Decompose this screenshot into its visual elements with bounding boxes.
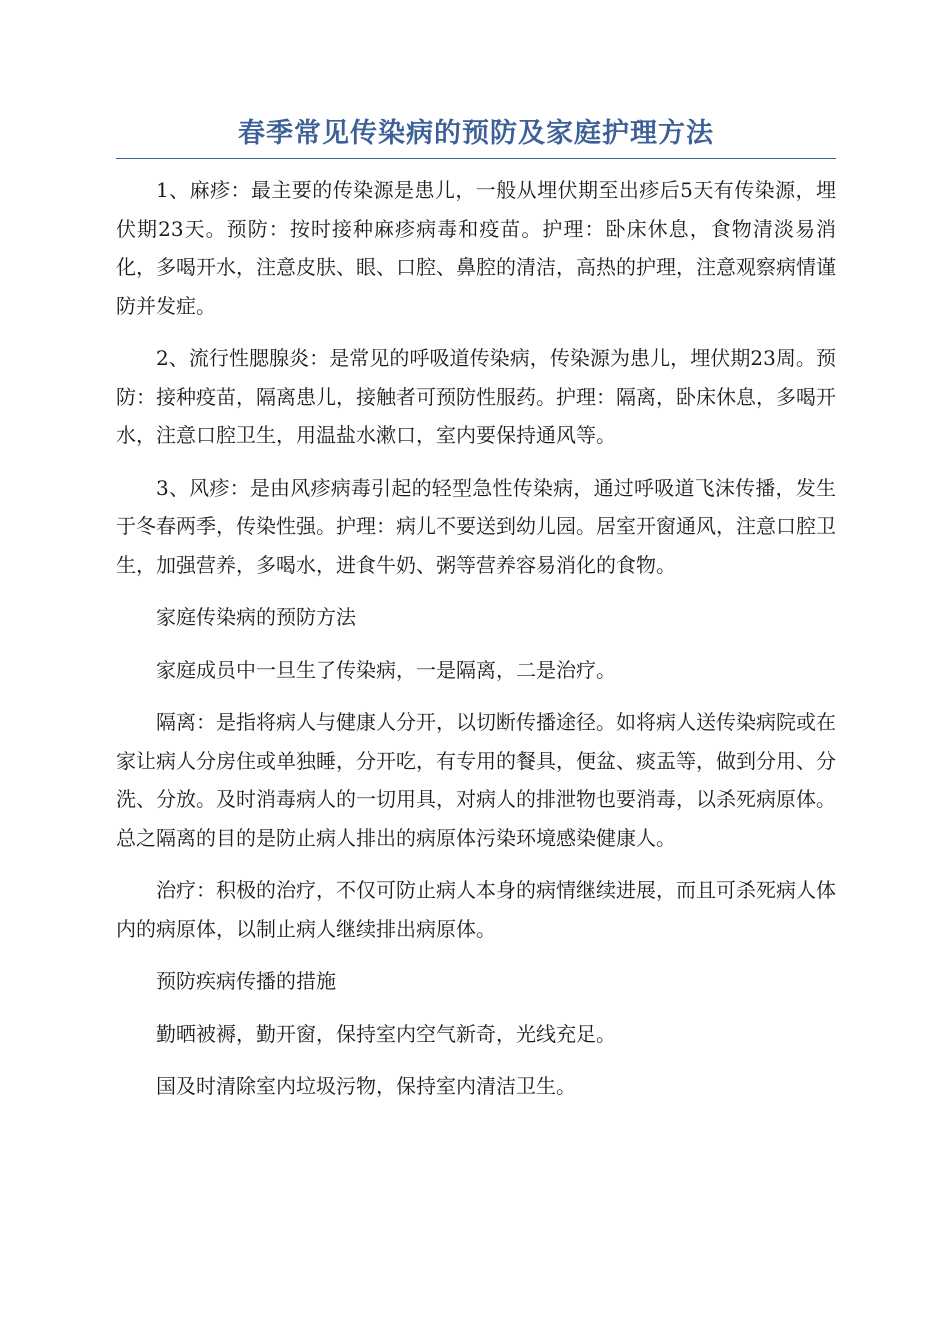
page-title: 春季常见传染病的预防及家庭护理方法 bbox=[238, 118, 714, 149]
paragraph-isolation: 隔离：是指将病人与健康人分开，以切断传播途径。如将病人送传染病院或在家让病人分房住或单独睡，分开吃，有专用的餐具，便盆、痰盂等，做到分用、分洗、分放。及时消毒病人的一切用具，对病人的排泄物也要消毒，以杀死病原体。总之隔离的目的是防止病人排出的病原体污染环境感染健康人。 bbox=[116, 710, 836, 850]
paragraph-rubella: 3、风疹：是由风疹病毒引起的轻型急性传染病，通过呼吸道飞沫传播，发生于冬春两季，传染性强。护理：病儿不要送到幼儿园。居室开窗通风，注意口腔卫生，加强营养，多喝水，进食牛奶、粥等营养容易消化的食物。 bbox=[116, 475, 836, 577]
paragraph-measles: 1、麻疹：最主要的传染源是患儿，一般从埋伏期至出疹后5天有传染源，埋伏期23天。预防：按时接种麻疹病毒和疫苗。护理：卧床休息，食物清淡易消化，多喝开水，注意皮肤、眼、口腔、鼻腔的清洁，高热的护理，注意观察病情谨防并发症。 bbox=[116, 178, 836, 318]
paragraph-measure-cleaning: 国及时清除室内垃圾污物，保持室内清洁卫生。 bbox=[156, 1074, 576, 1098]
paragraph-treatment: 治疗：积极的治疗，不仅可防止病人本身的病情继续进展，而且可杀死病人体内的病原体，以制止病人继续排出病原体。 bbox=[116, 878, 836, 941]
paragraph-home-intro: 家庭成员中一旦生了传染病，一是隔离，二是治疗。 bbox=[156, 657, 616, 682]
section-heading-measures: 预防疾病传播的措施 bbox=[156, 969, 336, 993]
paragraph-mumps: 2、流行性腮腺炎：是常见的呼吸道传染病，传染源为患儿，埋伏期23周。预防：接种疫苗，隔离患儿，接触者可预防性服药。护理：隔离，卧床休息，多喝开水，注意口腔卫生，用温盐水漱口，室内要保持通风等。 bbox=[116, 346, 836, 447]
document-page bbox=[116, 112, 836, 1120]
section-heading-home-prevention: 家庭传染病的预防方法 bbox=[156, 605, 356, 629]
title-underline bbox=[116, 158, 836, 159]
paragraph-measure-ventilation: 勤晒被褥，勤开窗，保持室内空气新奇，光线充足。 bbox=[156, 1021, 616, 1046]
